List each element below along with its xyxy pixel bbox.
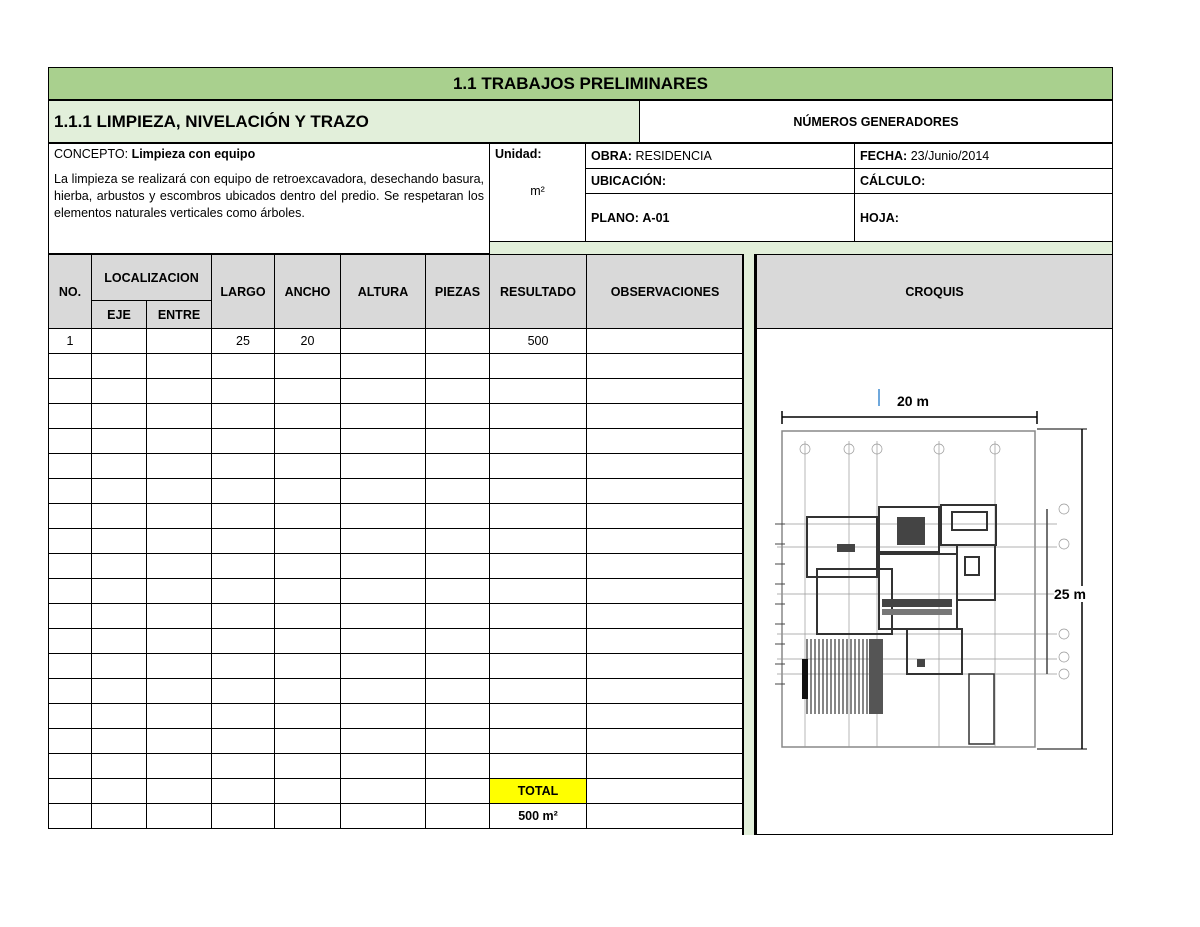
site-plan-drawing bbox=[757, 329, 1112, 834]
table-cell-altura bbox=[341, 704, 426, 729]
table-cell-altura bbox=[341, 554, 426, 579]
table-cell-largo bbox=[212, 679, 275, 704]
table-cell-obs bbox=[587, 579, 744, 604]
table-cell-entre bbox=[147, 779, 212, 804]
table-cell-piezas bbox=[426, 354, 490, 379]
table-cell-ancho bbox=[275, 429, 341, 454]
table-cell-eje bbox=[92, 329, 147, 354]
total-value: 500 m² bbox=[490, 804, 587, 829]
table-cell-obs bbox=[587, 779, 744, 804]
table-row bbox=[49, 754, 744, 779]
table-cell-ancho bbox=[275, 454, 341, 479]
fecha-label: FECHA: bbox=[860, 149, 908, 163]
table-row bbox=[49, 804, 744, 829]
table-cell-resultado bbox=[490, 579, 587, 604]
spacer-strip bbox=[489, 242, 1113, 254]
table-row bbox=[49, 429, 744, 454]
table-cell-largo bbox=[212, 779, 275, 804]
obra-label: OBRA: bbox=[591, 149, 632, 163]
table-cell-altura bbox=[341, 754, 426, 779]
table-cell-entre bbox=[147, 704, 212, 729]
concept-label: CONCEPTO: bbox=[54, 147, 129, 161]
table-cell-largo bbox=[212, 629, 275, 654]
table-cell-ancho bbox=[275, 779, 341, 804]
table-cell-altura bbox=[341, 779, 426, 804]
subsection-title-text: 1.1.1 LIMPIEZA, NIVELACIÓN Y TRAZO bbox=[54, 111, 369, 131]
section-title-text: 1.1 TRABAJOS PRELIMINARES bbox=[452, 73, 709, 93]
table-cell-obs bbox=[587, 679, 744, 704]
table-cell-eje bbox=[92, 479, 147, 504]
table-cell-no bbox=[49, 404, 92, 429]
table-cell-ancho bbox=[275, 679, 341, 704]
table-cell-ancho bbox=[275, 479, 341, 504]
table-cell-piezas bbox=[426, 679, 490, 704]
table-cell-no bbox=[49, 554, 92, 579]
table-cell-resultado bbox=[490, 679, 587, 704]
col-resultado: RESULTADO bbox=[490, 255, 587, 329]
table-cell-no bbox=[49, 629, 92, 654]
table-row bbox=[49, 454, 744, 479]
col-entre: ENTRE bbox=[147, 301, 212, 329]
table-cell-obs bbox=[587, 729, 744, 754]
table-cell-resultado bbox=[490, 654, 587, 679]
col-localizacion: LOCALIZACION bbox=[92, 255, 212, 301]
table-cell-piezas bbox=[426, 779, 490, 804]
table-cell-altura bbox=[341, 529, 426, 554]
table-cell-ancho: 20 bbox=[275, 329, 341, 354]
table-cell-entre bbox=[147, 379, 212, 404]
table-cell-resultado bbox=[490, 379, 587, 404]
table-cell-entre bbox=[147, 354, 212, 379]
table-cell-entre bbox=[147, 529, 212, 554]
table-cell-largo bbox=[212, 454, 275, 479]
table-cell-piezas bbox=[426, 329, 490, 354]
table-row bbox=[49, 354, 744, 379]
col-largo: LARGO bbox=[212, 255, 275, 329]
table-cell-resultado bbox=[490, 404, 587, 429]
table-cell-obs bbox=[587, 454, 744, 479]
table-cell-largo bbox=[212, 404, 275, 429]
table-row bbox=[49, 554, 744, 579]
table-cell-resultado bbox=[490, 754, 587, 779]
table-cell-resultado bbox=[490, 479, 587, 504]
concept-line bbox=[49, 144, 489, 166]
table-row bbox=[49, 329, 744, 354]
table-row bbox=[49, 529, 744, 554]
table-cell-piezas bbox=[426, 604, 490, 629]
table-cell-entre bbox=[147, 329, 212, 354]
table-cell-no bbox=[49, 479, 92, 504]
croquis-label: CROQUIS bbox=[905, 284, 964, 299]
table-cell-no bbox=[49, 679, 92, 704]
table-cell-altura bbox=[341, 354, 426, 379]
table-cell-piezas bbox=[426, 579, 490, 604]
table-cell-largo bbox=[212, 579, 275, 604]
table-cell-no bbox=[49, 654, 92, 679]
table-cell-eje bbox=[92, 604, 147, 629]
total-label: TOTAL bbox=[490, 779, 587, 804]
hoja-label: HOJA: bbox=[860, 210, 899, 225]
table-cell-piezas bbox=[426, 654, 490, 679]
table-row bbox=[49, 729, 744, 754]
table-cell-entre bbox=[147, 579, 212, 604]
section-title bbox=[48, 67, 1113, 100]
table-row bbox=[49, 704, 744, 729]
table-cell-entre bbox=[147, 429, 212, 454]
calculo-label: CÁLCULO: bbox=[860, 174, 926, 188]
table-cell-eje bbox=[92, 729, 147, 754]
obra-cell bbox=[585, 143, 855, 169]
table-cell-resultado bbox=[490, 554, 587, 579]
table-cell-piezas bbox=[426, 429, 490, 454]
table-cell-resultado bbox=[490, 454, 587, 479]
table-cell-altura bbox=[341, 429, 426, 454]
table-cell-obs bbox=[587, 629, 744, 654]
table-cell-entre bbox=[147, 729, 212, 754]
table-cell-resultado bbox=[490, 604, 587, 629]
table-cell-ancho bbox=[275, 604, 341, 629]
table-cell-ancho bbox=[275, 579, 341, 604]
table-cell-eje bbox=[92, 679, 147, 704]
table-cell-no bbox=[49, 429, 92, 454]
table-cell-largo bbox=[212, 354, 275, 379]
table-cell-ancho bbox=[275, 379, 341, 404]
table-cell-no bbox=[49, 529, 92, 554]
table-cell-obs bbox=[587, 604, 744, 629]
table-cell-altura bbox=[341, 679, 426, 704]
table-cell-piezas bbox=[426, 479, 490, 504]
table-cell-ancho bbox=[275, 529, 341, 554]
fecha-value: 23/Junio/2014 bbox=[910, 149, 990, 163]
calculo-cell bbox=[854, 168, 1113, 194]
table-row bbox=[49, 779, 744, 804]
table-row bbox=[49, 479, 744, 504]
table-cell-ancho bbox=[275, 729, 341, 754]
table-cell-eje bbox=[92, 754, 147, 779]
table-cell-largo bbox=[212, 529, 275, 554]
table-cell-piezas bbox=[426, 629, 490, 654]
table-cell-eje bbox=[92, 804, 147, 829]
table-cell-largo bbox=[212, 429, 275, 454]
table-cell-piezas bbox=[426, 379, 490, 404]
table-cell-altura bbox=[341, 404, 426, 429]
table-cell-obs bbox=[587, 704, 744, 729]
table-cell-obs bbox=[587, 754, 744, 779]
subsection-title bbox=[48, 100, 640, 143]
table-row bbox=[49, 679, 744, 704]
table-cell-piezas bbox=[426, 504, 490, 529]
table-cell-eje bbox=[92, 454, 147, 479]
table-cell-largo: 25 bbox=[212, 329, 275, 354]
separator-strip bbox=[742, 254, 756, 835]
table-row bbox=[49, 379, 744, 404]
fecha-cell bbox=[854, 143, 1113, 169]
table-cell-altura bbox=[341, 479, 426, 504]
col-piezas: PIEZAS bbox=[426, 255, 490, 329]
table-cell-largo bbox=[212, 604, 275, 629]
concept-block bbox=[48, 143, 490, 254]
table-cell-eje bbox=[92, 529, 147, 554]
table-row bbox=[49, 504, 744, 529]
table-cell-obs bbox=[587, 504, 744, 529]
croquis-header bbox=[756, 254, 1113, 329]
table-cell-largo bbox=[212, 554, 275, 579]
table-cell-largo bbox=[212, 379, 275, 404]
table-cell-eje bbox=[92, 779, 147, 804]
table-cell-resultado bbox=[490, 729, 587, 754]
table-cell-no: 1 bbox=[49, 329, 92, 354]
table-cell-eje bbox=[92, 504, 147, 529]
table-cell-no bbox=[49, 779, 92, 804]
table-cell-altura bbox=[341, 379, 426, 404]
table-cell-piezas bbox=[426, 529, 490, 554]
table-cell-ancho bbox=[275, 504, 341, 529]
table-cell-resultado: 500 bbox=[490, 329, 587, 354]
width-dimension-label: 20 m bbox=[897, 393, 929, 409]
table-cell-obs bbox=[587, 354, 744, 379]
table-cell-ancho bbox=[275, 629, 341, 654]
ubicacion-label: UBICACIÓN: bbox=[591, 174, 666, 188]
table-cell-resultado bbox=[490, 704, 587, 729]
generators-text: NÚMEROS GENERADORES bbox=[793, 114, 959, 129]
unit-value: m² bbox=[530, 184, 545, 198]
table-cell-altura bbox=[341, 729, 426, 754]
table-cell-piezas bbox=[426, 804, 490, 829]
col-observaciones: OBSERVACIONES bbox=[587, 255, 744, 329]
table-cell-entre bbox=[147, 604, 212, 629]
table-cell-obs bbox=[587, 529, 744, 554]
col-no: NO. bbox=[49, 255, 92, 329]
table-cell-entre bbox=[147, 404, 212, 429]
col-altura: ALTURA bbox=[341, 255, 426, 329]
generators-label bbox=[639, 100, 1113, 143]
plano-label: PLANO: bbox=[591, 210, 639, 225]
table-cell-altura bbox=[341, 329, 426, 354]
table-cell-eje bbox=[92, 429, 147, 454]
plano-cell bbox=[585, 193, 855, 242]
table-cell-piezas bbox=[426, 404, 490, 429]
table-cell-largo bbox=[212, 654, 275, 679]
table-cell-obs bbox=[587, 404, 744, 429]
table-cell-altura bbox=[341, 454, 426, 479]
table-cell-ancho bbox=[275, 654, 341, 679]
table-cell-obs bbox=[587, 379, 744, 404]
generators-table bbox=[48, 254, 744, 829]
col-eje: EJE bbox=[92, 301, 147, 329]
table-cell-eje bbox=[92, 629, 147, 654]
table-cell-eje bbox=[92, 554, 147, 579]
table-cell-no bbox=[49, 504, 92, 529]
table-cell-altura bbox=[341, 804, 426, 829]
table-cell-resultado bbox=[490, 429, 587, 454]
obra-value: RESIDENCIA bbox=[635, 149, 712, 163]
croquis-area bbox=[756, 328, 1113, 835]
table-cell-ancho bbox=[275, 404, 341, 429]
table-cell-piezas bbox=[426, 554, 490, 579]
table-cell-ancho bbox=[275, 354, 341, 379]
table-cell-ancho bbox=[275, 704, 341, 729]
table-cell-eje bbox=[92, 379, 147, 404]
table-cell-entre bbox=[147, 629, 212, 654]
table-cell-no bbox=[49, 754, 92, 779]
table-cell-altura bbox=[341, 654, 426, 679]
unit-label: Unidad: bbox=[495, 147, 542, 161]
table-cell-obs bbox=[587, 654, 744, 679]
table-cell-altura bbox=[341, 579, 426, 604]
unit-block bbox=[489, 143, 586, 242]
table-cell-entre bbox=[147, 554, 212, 579]
concept-description: La limpieza se realizará con equipo de retroexcavadora, desechando basura, hierba, arbustos y escombros ubicados dentro del predio. Se respetaran los elementos naturales verticales como árboles. bbox=[54, 172, 484, 220]
table-row bbox=[49, 654, 744, 679]
table-cell-largo bbox=[212, 504, 275, 529]
table-cell-altura bbox=[341, 504, 426, 529]
table-cell-ancho bbox=[275, 554, 341, 579]
table-cell-entre bbox=[147, 454, 212, 479]
table-cell-eje bbox=[92, 579, 147, 604]
hoja-cell bbox=[854, 193, 1113, 242]
table-cell-eje bbox=[92, 704, 147, 729]
table-cell-no bbox=[49, 804, 92, 829]
table-cell-piezas bbox=[426, 754, 490, 779]
col-ancho: ANCHO bbox=[275, 255, 341, 329]
table-cell-no bbox=[49, 379, 92, 404]
table-cell-no bbox=[49, 704, 92, 729]
table-cell-largo bbox=[212, 479, 275, 504]
table-cell-resultado bbox=[490, 504, 587, 529]
table-cell-obs bbox=[587, 479, 744, 504]
table-cell-entre bbox=[147, 754, 212, 779]
table-cell-resultado bbox=[490, 629, 587, 654]
table-cell-resultado bbox=[490, 354, 587, 379]
table-cell-largo bbox=[212, 704, 275, 729]
table-body bbox=[49, 329, 744, 829]
table-row bbox=[49, 629, 744, 654]
table-cell-no bbox=[49, 604, 92, 629]
table-cell-eje bbox=[92, 654, 147, 679]
plano-value: A-01 bbox=[642, 210, 670, 225]
table-cell-entre bbox=[147, 479, 212, 504]
table-cell-obs bbox=[587, 804, 744, 829]
table-cell-resultado bbox=[490, 529, 587, 554]
table-cell-entre bbox=[147, 804, 212, 829]
table-cell-no bbox=[49, 729, 92, 754]
table-cell-largo bbox=[212, 754, 275, 779]
table-cell-largo bbox=[212, 804, 275, 829]
table-row bbox=[49, 579, 744, 604]
table-cell-altura bbox=[341, 604, 426, 629]
table-cell-obs bbox=[587, 329, 744, 354]
table-cell-obs bbox=[587, 429, 744, 454]
table-cell-entre bbox=[147, 504, 212, 529]
table-cell-ancho bbox=[275, 804, 341, 829]
table-cell-entre bbox=[147, 654, 212, 679]
table-cell-largo bbox=[212, 729, 275, 754]
table-cell-eje bbox=[92, 404, 147, 429]
table-row bbox=[49, 404, 744, 429]
ubicacion-cell bbox=[585, 168, 855, 194]
table-cell-piezas bbox=[426, 704, 490, 729]
table-cell-altura bbox=[341, 629, 426, 654]
concept-value: Limpieza con equipo bbox=[131, 147, 256, 161]
table-cell-piezas bbox=[426, 729, 490, 754]
height-dimension-label: 25 m bbox=[1054, 586, 1086, 602]
table-row bbox=[49, 604, 744, 629]
table-cell-eje bbox=[92, 354, 147, 379]
table-cell-obs bbox=[587, 554, 744, 579]
table-cell-no bbox=[49, 454, 92, 479]
table-cell-piezas bbox=[426, 454, 490, 479]
table-cell-entre bbox=[147, 679, 212, 704]
table-cell-no bbox=[49, 579, 92, 604]
table-cell-ancho bbox=[275, 754, 341, 779]
table-cell-no bbox=[49, 354, 92, 379]
